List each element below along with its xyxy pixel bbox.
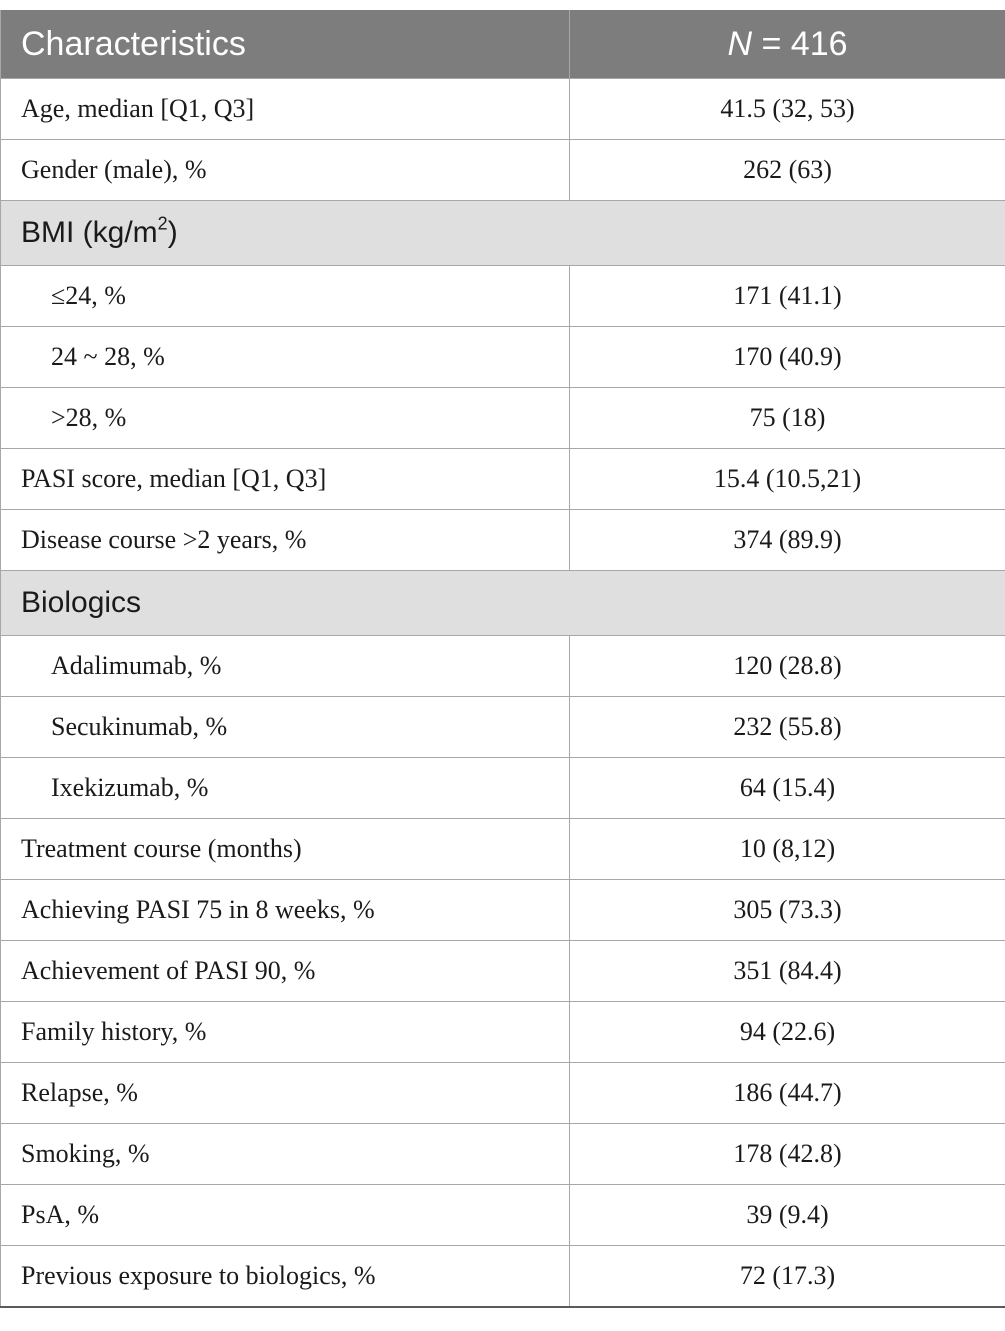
table-header-row	[1, 10, 1005, 79]
row-label: Relapse, %	[1, 1063, 570, 1124]
table-row	[1, 1185, 1005, 1246]
table-row	[1, 266, 1005, 327]
row-label: Smoking, %	[1, 1124, 570, 1185]
row-value: 15.4 (10.5,21)	[570, 449, 1005, 510]
row-label: Adalimumab, %	[1, 636, 570, 697]
row-label: 24 ~ 28, %	[1, 327, 570, 388]
table-row	[1, 697, 1005, 758]
header-n-value: = 416	[752, 24, 848, 63]
characteristics-table-container	[0, 10, 1005, 1308]
table-row	[1, 941, 1005, 1002]
row-value: 178 (42.8)	[570, 1124, 1005, 1185]
section-row	[1, 571, 1005, 636]
row-label: ≤24, %	[1, 266, 570, 327]
section-label-suffix: )	[167, 216, 178, 249]
row-label: Previous exposure to biologics, %	[1, 1246, 570, 1308]
table-row	[1, 1246, 1005, 1308]
row-label: Gender (male), %	[1, 140, 570, 201]
table-body	[1, 79, 1005, 1308]
row-value: 72 (17.3)	[570, 1246, 1005, 1308]
table-row	[1, 1124, 1005, 1185]
table-row	[1, 327, 1005, 388]
row-label: Ixekizumab, %	[1, 758, 570, 819]
row-value: 351 (84.4)	[570, 941, 1005, 1002]
header-characteristics: Characteristics	[1, 10, 570, 79]
row-label: PsA, %	[1, 1185, 570, 1246]
row-value: 120 (28.8)	[570, 636, 1005, 697]
table-row	[1, 758, 1005, 819]
row-label: Achieving PASI 75 in 8 weeks, %	[1, 880, 570, 941]
table-row	[1, 510, 1005, 571]
header-sample-size	[570, 10, 1005, 79]
row-label: PASI score, median [Q1, Q3]	[1, 449, 570, 510]
section-label	[1, 571, 1005, 636]
row-value: 64 (15.4)	[570, 758, 1005, 819]
row-label: Disease course >2 years, %	[1, 510, 570, 571]
table-row	[1, 140, 1005, 201]
section-label-text: Biologics	[21, 586, 142, 619]
header-n-symbol: N	[727, 24, 753, 63]
row-value: 374 (89.9)	[570, 510, 1005, 571]
table-row	[1, 388, 1005, 449]
characteristics-table	[0, 10, 1005, 1308]
row-label: Achievement of PASI 90, %	[1, 941, 570, 1002]
table-row	[1, 79, 1005, 140]
row-label: Family history, %	[1, 1002, 570, 1063]
row-label: >28, %	[1, 388, 570, 449]
section-label-superscript: 2	[157, 213, 168, 234]
row-value: 41.5 (32, 53)	[570, 79, 1005, 140]
table-row	[1, 636, 1005, 697]
row-value: 232 (55.8)	[570, 697, 1005, 758]
row-value: 186 (44.7)	[570, 1063, 1005, 1124]
row-value: 171 (41.1)	[570, 266, 1005, 327]
row-label: Treatment course (months)	[1, 819, 570, 880]
section-row	[1, 201, 1005, 266]
table-row	[1, 880, 1005, 941]
row-value: 170 (40.9)	[570, 327, 1005, 388]
row-label: Secukinumab, %	[1, 697, 570, 758]
table-row	[1, 819, 1005, 880]
section-label-text: BMI (kg/m	[21, 216, 158, 249]
table-row	[1, 1063, 1005, 1124]
table-row	[1, 1002, 1005, 1063]
row-value: 262 (63)	[570, 140, 1005, 201]
section-label	[1, 201, 1005, 266]
row-value: 39 (9.4)	[570, 1185, 1005, 1246]
row-value: 94 (22.6)	[570, 1002, 1005, 1063]
row-value: 10 (8,12)	[570, 819, 1005, 880]
table-row	[1, 449, 1005, 510]
row-value: 75 (18)	[570, 388, 1005, 449]
row-label: Age, median [Q1, Q3]	[1, 79, 570, 140]
row-value: 305 (73.3)	[570, 880, 1005, 941]
